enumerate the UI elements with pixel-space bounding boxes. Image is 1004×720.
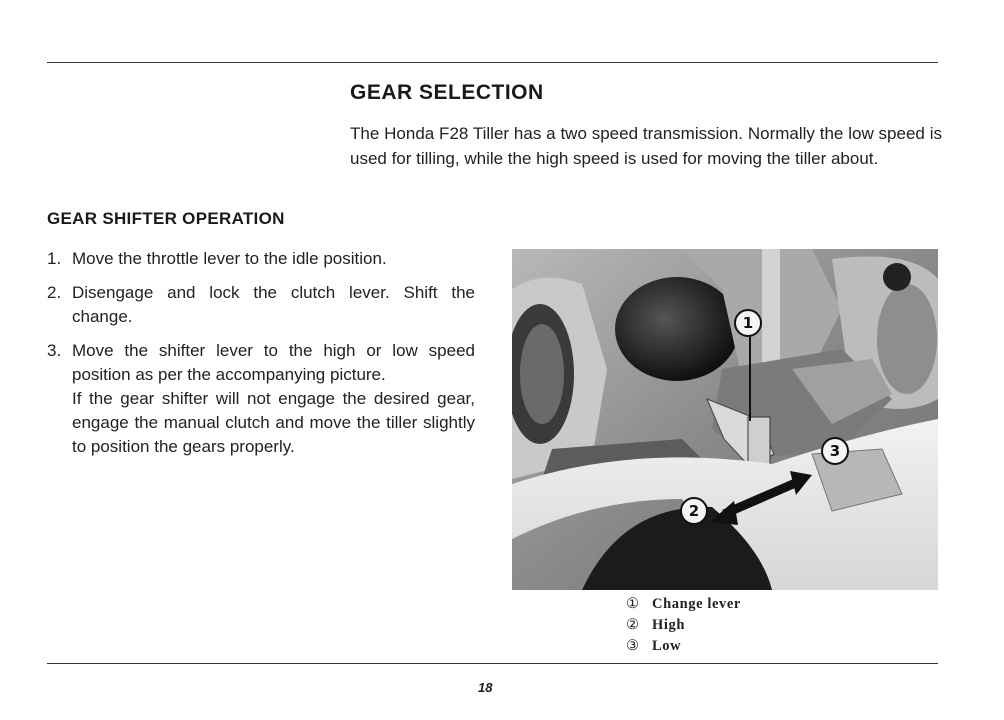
legend-item	[626, 594, 741, 615]
step-number: 2.	[47, 283, 62, 302]
subsection-title: GEAR SHIFTER OPERATION	[47, 209, 285, 228]
callout-2: 2	[680, 497, 708, 525]
step-item	[47, 247, 475, 271]
step-text: Move the throttle lever to the idle position.	[72, 249, 387, 268]
legend-marker: ②	[626, 617, 640, 633]
legend-item	[626, 615, 741, 636]
top-rule	[47, 62, 938, 63]
legend-label: Low	[652, 638, 682, 654]
step-item	[47, 339, 475, 459]
gear-shifter-photo	[512, 249, 938, 590]
step-item	[47, 281, 475, 329]
callout-3: 3	[821, 437, 849, 465]
step-text: Move the shifter lever to the high or low speed position as per the accompanying picture.	[72, 341, 475, 384]
intro-paragraph: The Honda F28 Tiller has a two speed transmission. Normally the low speed is used for tilling, while the high speed is used for moving the tiller about.	[350, 124, 942, 168]
legend-marker: ③	[626, 638, 640, 654]
step-text: Disengage and lock the clutch lever. Shift the change.	[72, 283, 475, 326]
bottom-rule	[47, 663, 938, 664]
step-note: If the gear shifter will not engage the desired gear, engage the manual clutch and move the tiller slightly to position the gears properly.	[72, 389, 475, 456]
steps-list	[47, 247, 475, 459]
photo-legend	[626, 594, 741, 657]
legend-marker: ①	[626, 596, 640, 612]
section-title: GEAR SELECTION	[350, 81, 544, 104]
step-number: 3.	[47, 341, 62, 360]
legend-label: High	[652, 617, 686, 633]
legend-item	[626, 636, 741, 657]
legend-label: Change lever	[652, 596, 741, 612]
callout-1: 1	[734, 309, 762, 337]
step-number: 1.	[47, 249, 62, 268]
page-number: 18	[478, 680, 493, 695]
photo-illustration	[512, 249, 938, 590]
